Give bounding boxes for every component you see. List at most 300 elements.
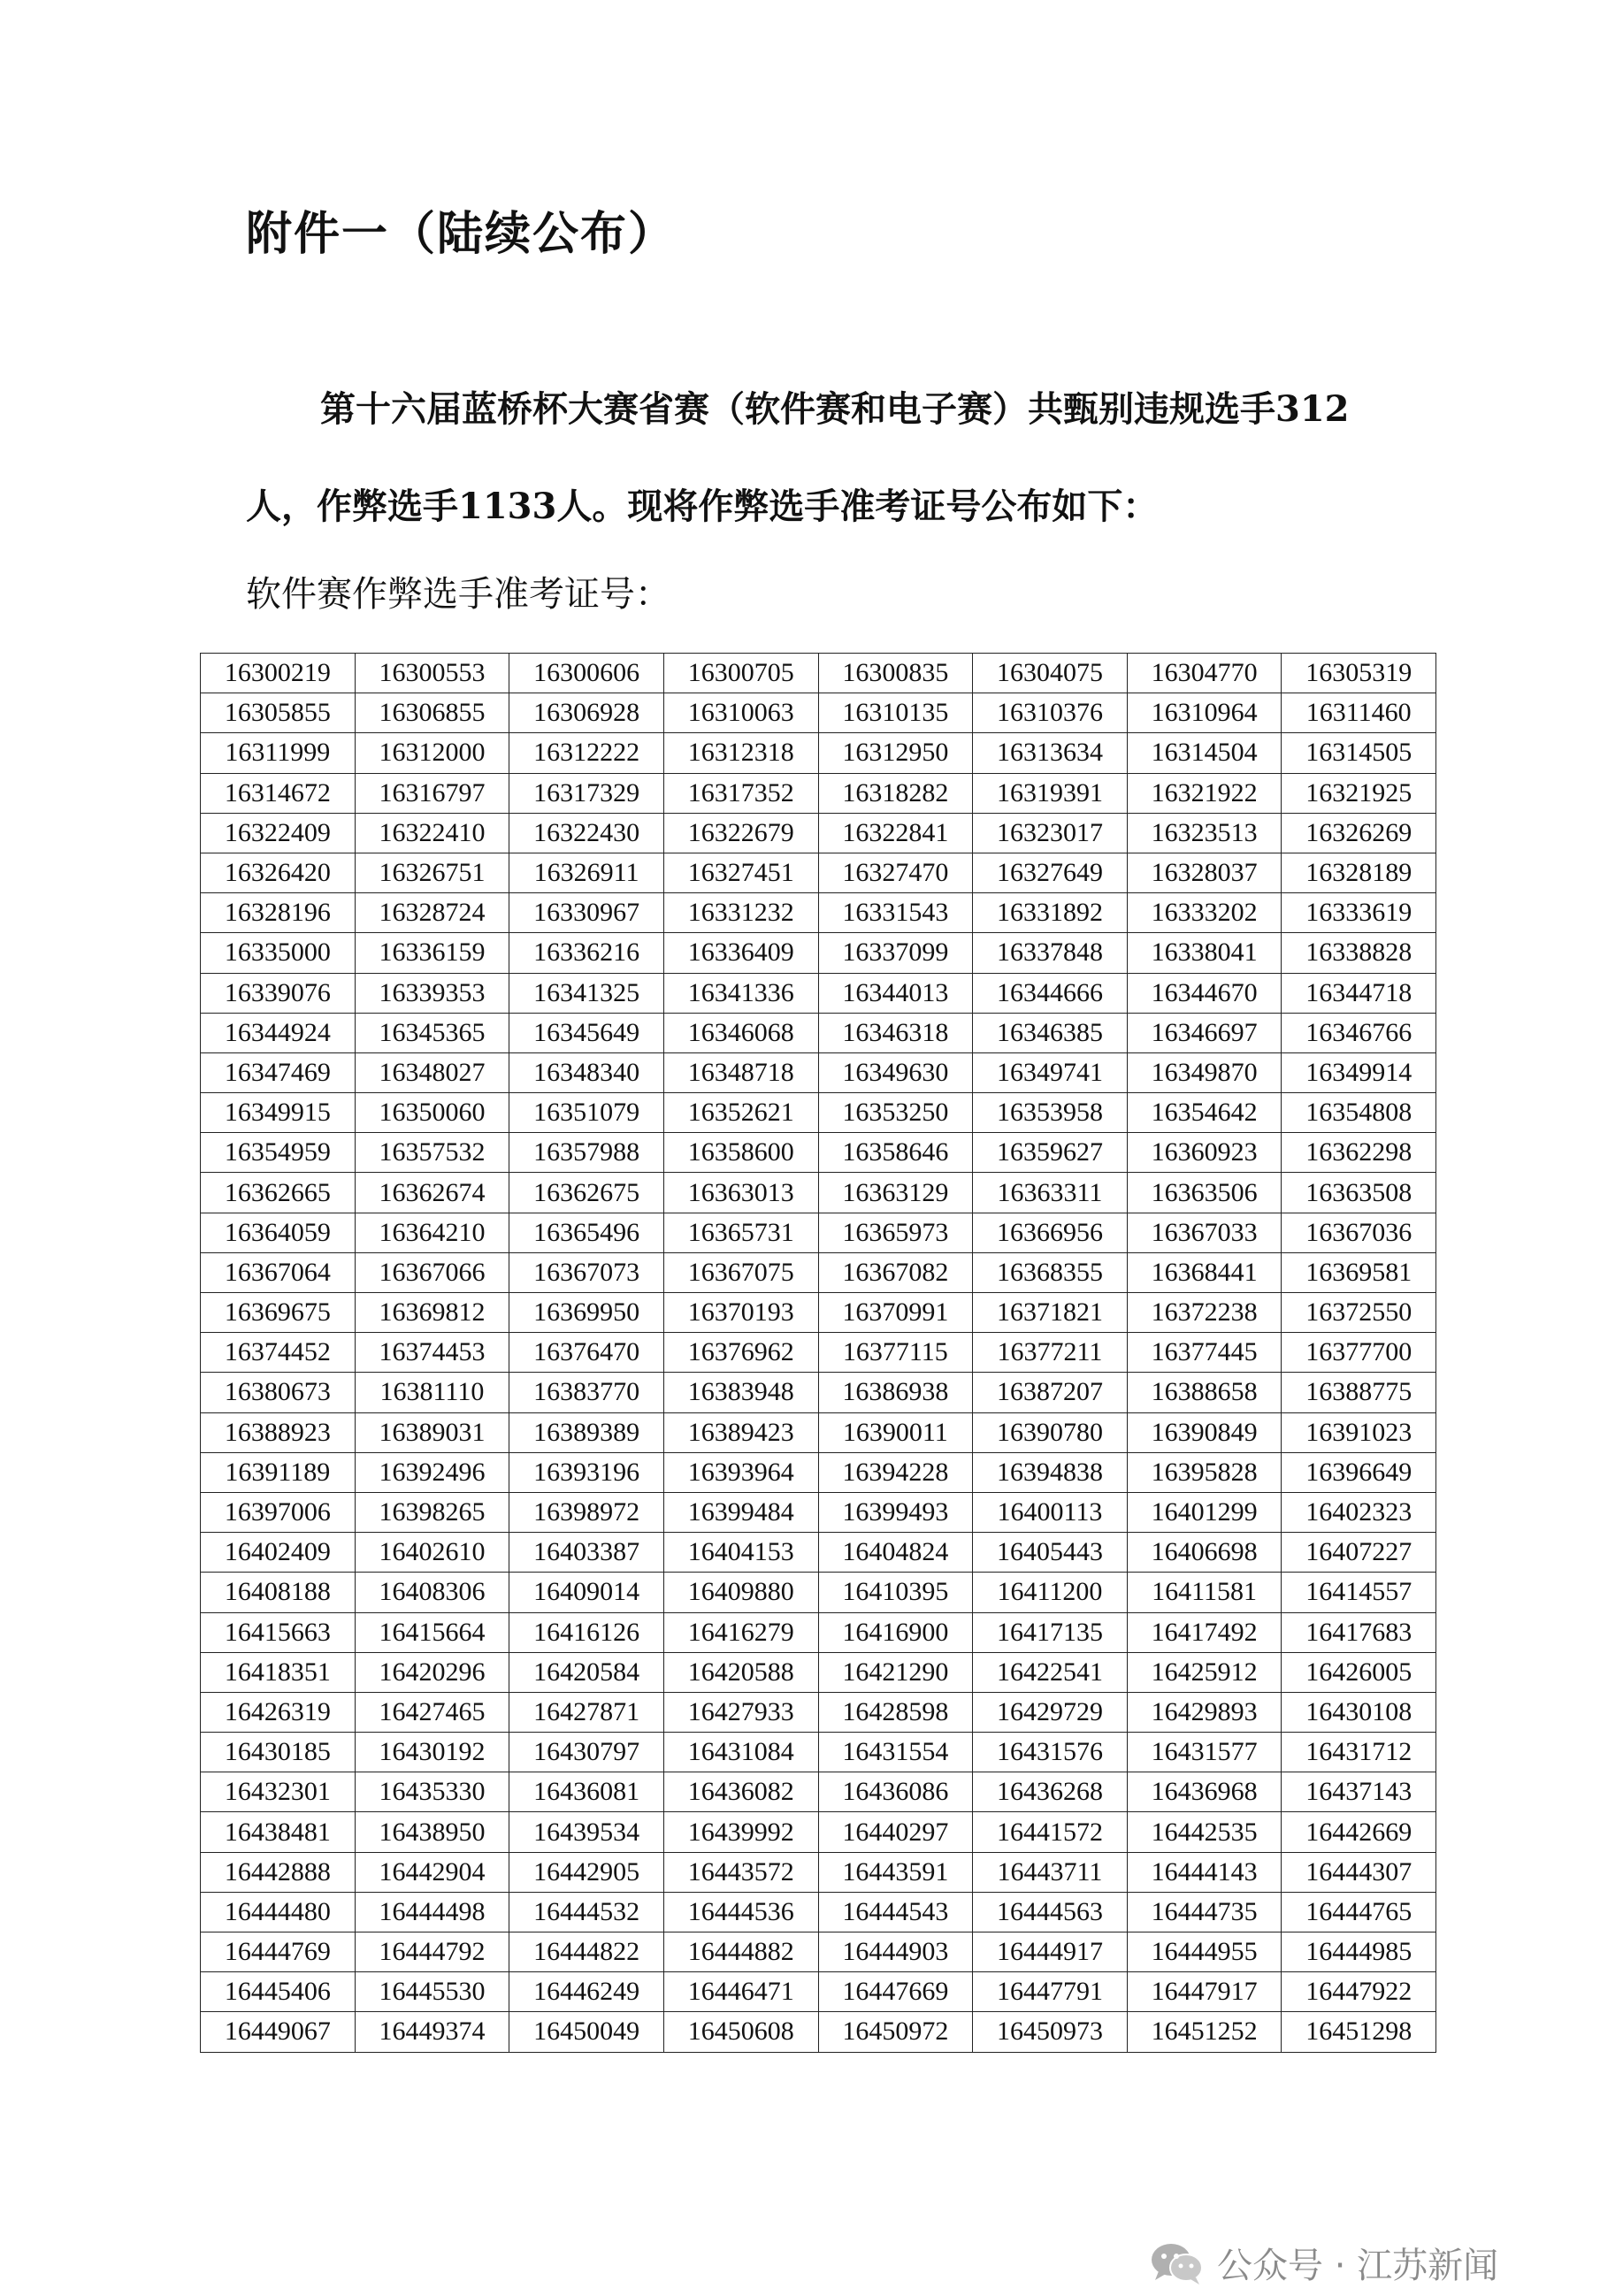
- table-cell: 16411581: [1127, 1573, 1282, 1612]
- table-cell: 16369581: [1282, 1252, 1436, 1292]
- table-cell: 16306928: [509, 693, 664, 733]
- table-cell: 16444480: [201, 1892, 356, 1932]
- table-cell: 16346318: [818, 1013, 973, 1052]
- table-cell: 16390849: [1127, 1412, 1282, 1452]
- table-cell: 16349915: [201, 1093, 356, 1133]
- table-cell: 16442669: [1282, 1812, 1436, 1852]
- table-cell: 16304075: [973, 654, 1128, 693]
- table-cell: 16305855: [201, 693, 356, 733]
- intro-paragraph: 第十六届蓝桥杯大赛省赛（软件赛和电子赛）共甄别违规选手312人，作弊选手1133人。现将作弊选手准考证号公布如下：: [246, 388, 1350, 527]
- table-cell: 16357532: [355, 1133, 509, 1173]
- table-cell: 16369812: [355, 1293, 509, 1333]
- table-cell: 16326911: [509, 853, 664, 892]
- table-cell: 16328037: [1127, 853, 1282, 892]
- table-row: [201, 1652, 1436, 1692]
- table-cell: 16417135: [973, 1612, 1128, 1652]
- table-cell: 16425912: [1127, 1652, 1282, 1692]
- table-row: [201, 693, 1436, 733]
- table-cell: 16443711: [973, 1852, 1128, 1892]
- table-cell: 16371821: [973, 1293, 1128, 1333]
- table-cell: 16336409: [663, 933, 818, 973]
- table-cell: 16407227: [1282, 1533, 1436, 1573]
- table-cell: 16304770: [1127, 654, 1282, 693]
- table-cell: 16416126: [509, 1612, 664, 1652]
- table-cell: 16431577: [1127, 1733, 1282, 1772]
- table-cell: 16404824: [818, 1533, 973, 1573]
- table-cell: 16431712: [1282, 1733, 1436, 1772]
- table-cell: 16300553: [355, 654, 509, 693]
- table-cell: 16363506: [1127, 1173, 1282, 1213]
- table-cell: 16394838: [973, 1452, 1128, 1492]
- table-cell: 16402323: [1282, 1492, 1436, 1532]
- table-row: [201, 1733, 1436, 1772]
- table-cell: 16408188: [201, 1573, 356, 1612]
- table-cell: 16444903: [818, 1932, 973, 1972]
- table-cell: 16388775: [1282, 1373, 1436, 1412]
- table-cell: 16422541: [973, 1652, 1128, 1692]
- table-cell: 16365496: [509, 1213, 664, 1252]
- table-cell: 16349630: [818, 1052, 973, 1092]
- table-cell: 16313634: [973, 733, 1128, 773]
- table-cell: 16354959: [201, 1133, 356, 1173]
- table-cell: 16436082: [663, 1772, 818, 1812]
- table-cell: 16323513: [1127, 813, 1282, 853]
- table-cell: 16354642: [1127, 1093, 1282, 1133]
- table-cell: 16341336: [663, 973, 818, 1013]
- table-cell: 16345649: [509, 1013, 664, 1052]
- table-cell: 16349914: [1282, 1052, 1436, 1092]
- table-cell: 16328724: [355, 893, 509, 933]
- table-cell: 16346385: [973, 1013, 1128, 1052]
- table-cell: 16405443: [973, 1533, 1128, 1573]
- table-cell: 16322410: [355, 813, 509, 853]
- table-row: [201, 1293, 1436, 1333]
- table-cell: 16368441: [1127, 1252, 1282, 1292]
- table-cell: 16305319: [1282, 654, 1436, 693]
- table-cell: 16322430: [509, 813, 664, 853]
- watermark-text: 公众号 · 江苏新闻: [1217, 2246, 1499, 2286]
- table-row: [201, 1852, 1436, 1892]
- table-cell: 16446471: [663, 1972, 818, 2012]
- table-cell: 16374452: [201, 1333, 356, 1373]
- table-cell: 16444769: [201, 1932, 356, 1972]
- table-cell: 16392496: [355, 1452, 509, 1492]
- table-cell: 16344666: [973, 973, 1128, 1013]
- table-cell: 16444498: [355, 1892, 509, 1932]
- table-cell: 16317352: [663, 773, 818, 813]
- table-cell: 16331232: [663, 893, 818, 933]
- table-cell: 16330967: [509, 893, 664, 933]
- table-cell: 16390780: [973, 1412, 1128, 1452]
- table-cell: 16444143: [1127, 1852, 1282, 1892]
- table-row: [201, 1412, 1436, 1452]
- table-cell: 16341325: [509, 973, 664, 1013]
- table-cell: 16327451: [663, 853, 818, 892]
- table-row: [201, 893, 1436, 933]
- table-cell: 16389031: [355, 1412, 509, 1452]
- table-cell: 16427871: [509, 1692, 664, 1732]
- table-cell: 16322679: [663, 813, 818, 853]
- table-cell: 16420588: [663, 1652, 818, 1692]
- table-cell: 16366956: [973, 1213, 1128, 1252]
- table-cell: 16447791: [973, 1972, 1128, 2012]
- table-cell: 16358600: [663, 1133, 818, 1173]
- table-cell: 16370991: [818, 1293, 973, 1333]
- table-cell: 16353958: [973, 1093, 1128, 1133]
- table-cell: 16429729: [973, 1692, 1128, 1732]
- table-cell: 16349741: [973, 1052, 1128, 1092]
- table-cell: 16349870: [1127, 1052, 1282, 1092]
- table-cell: 16348027: [355, 1052, 509, 1092]
- table-cell: 16450049: [509, 2012, 664, 2052]
- table-cell: 16328196: [201, 893, 356, 933]
- table-cell: 16420296: [355, 1652, 509, 1692]
- table-row: [201, 1812, 1436, 1852]
- table-row: [201, 1492, 1436, 1532]
- table-cell: 16417683: [1282, 1612, 1436, 1652]
- table-cell: 16363129: [818, 1173, 973, 1213]
- table-cell: 16326269: [1282, 813, 1436, 853]
- table-cell: 16367036: [1282, 1213, 1436, 1252]
- table-cell: 16338041: [1127, 933, 1282, 973]
- table-cell: 16367064: [201, 1252, 356, 1292]
- table-cell: 16357988: [509, 1133, 664, 1173]
- table-cell: 16409880: [663, 1573, 818, 1612]
- table-cell: 16318282: [818, 773, 973, 813]
- table-cell: 16377211: [973, 1333, 1128, 1373]
- table-cell: 16446249: [509, 1972, 664, 2012]
- table-cell: 16442535: [1127, 1812, 1282, 1852]
- table-cell: 16403387: [509, 1533, 664, 1573]
- table-row: [201, 1013, 1436, 1052]
- table-row: [201, 1133, 1436, 1173]
- table-row: [201, 1213, 1436, 1252]
- table-row: [201, 813, 1436, 853]
- table-row: [201, 1173, 1436, 1213]
- table-cell: 16389423: [663, 1412, 818, 1452]
- table-cell: 16344670: [1127, 973, 1282, 1013]
- table-cell: 16326420: [201, 853, 356, 892]
- table-cell: 16400113: [973, 1492, 1128, 1532]
- table-row: [201, 1612, 1436, 1652]
- table-cell: 16408306: [355, 1573, 509, 1612]
- table-cell: 16388658: [1127, 1373, 1282, 1412]
- table-cell: 16300606: [509, 654, 664, 693]
- table-cell: 16451298: [1282, 2012, 1436, 2052]
- table-cell: 16404153: [663, 1533, 818, 1573]
- table-cell: 16442905: [509, 1852, 664, 1892]
- table-cell: 16436081: [509, 1772, 664, 1812]
- exam-id-table: [200, 653, 1436, 2053]
- table-cell: 16331543: [818, 893, 973, 933]
- table-cell: 16381110: [355, 1373, 509, 1412]
- table-row: [201, 1932, 1436, 1972]
- table-row: [201, 1972, 1436, 2012]
- table-cell: 16438950: [355, 1812, 509, 1852]
- table-cell: 16391023: [1282, 1412, 1436, 1452]
- table-cell: 16367073: [509, 1252, 664, 1292]
- section-subheading: 软件赛作弊选手准考证号：: [246, 574, 670, 615]
- table-cell: 16323017: [973, 813, 1128, 853]
- table-cell: 16445530: [355, 1972, 509, 2012]
- table-row: [201, 1772, 1436, 1812]
- table-cell: 16430797: [509, 1733, 664, 1772]
- exam-id-table-body: [201, 654, 1436, 2053]
- table-cell: 16398265: [355, 1492, 509, 1532]
- table-cell: 16337848: [973, 933, 1128, 973]
- table-cell: 16387207: [973, 1373, 1128, 1412]
- table-cell: 16393964: [663, 1452, 818, 1492]
- page-title: 附件一（陆续公布）: [246, 208, 677, 261]
- table-cell: 16322841: [818, 813, 973, 853]
- table-cell: 16436268: [973, 1772, 1128, 1812]
- table-cell: 16353250: [818, 1093, 973, 1133]
- table-cell: 16426319: [201, 1692, 356, 1732]
- table-row: [201, 654, 1436, 693]
- table-cell: 16367082: [818, 1252, 973, 1292]
- table-cell: 16321922: [1127, 773, 1282, 813]
- table-cell: 16447669: [818, 1972, 973, 2012]
- table-cell: 16439534: [509, 1812, 664, 1852]
- table-cell: 16362665: [201, 1173, 356, 1213]
- table-cell: 16435330: [355, 1772, 509, 1812]
- table-row: [201, 1692, 1436, 1732]
- table-row: [201, 1892, 1436, 1932]
- table-cell: 16415663: [201, 1612, 356, 1652]
- table-cell: 16362675: [509, 1173, 664, 1213]
- table-cell: 16335000: [201, 933, 356, 973]
- table-cell: 16447917: [1127, 1972, 1282, 2012]
- table-row: [201, 1533, 1436, 1573]
- table-row: [201, 1573, 1436, 1612]
- table-cell: 16363508: [1282, 1173, 1436, 1213]
- table-cell: 16358646: [818, 1133, 973, 1173]
- table-cell: 16367066: [355, 1252, 509, 1292]
- table-cell: 16326751: [355, 853, 509, 892]
- table-cell: 16444917: [973, 1932, 1128, 1972]
- table-cell: 16444822: [509, 1932, 664, 1972]
- table-cell: 16314505: [1282, 733, 1436, 773]
- table-cell: 16386938: [818, 1373, 973, 1412]
- table-row: [201, 853, 1436, 892]
- table-cell: 16374453: [355, 1333, 509, 1373]
- table-cell: 16398972: [509, 1492, 664, 1532]
- table-cell: 16444563: [973, 1892, 1128, 1932]
- table-cell: 16444882: [663, 1932, 818, 1972]
- table-cell: 16369675: [201, 1293, 356, 1333]
- table-cell: 16441572: [973, 1812, 1128, 1852]
- table-cell: 16396649: [1282, 1452, 1436, 1492]
- table-cell: 16311999: [201, 733, 356, 773]
- table-cell: 16367075: [663, 1252, 818, 1292]
- table-cell: 16369950: [509, 1293, 664, 1333]
- table-cell: 16367033: [1127, 1213, 1282, 1252]
- table-cell: 16447922: [1282, 1972, 1436, 2012]
- table-cell: 16372550: [1282, 1293, 1436, 1333]
- table-cell: 16449374: [355, 2012, 509, 2052]
- table-cell: 16414557: [1282, 1573, 1436, 1612]
- table-cell: 16430185: [201, 1733, 356, 1772]
- table-cell: 16444735: [1127, 1892, 1282, 1932]
- table-row: [201, 1452, 1436, 1492]
- table-cell: 16442888: [201, 1852, 356, 1892]
- table-cell: 16444985: [1282, 1932, 1436, 1972]
- table-cell: 16312318: [663, 733, 818, 773]
- table-cell: 16376470: [509, 1333, 664, 1373]
- table-row: [201, 1373, 1436, 1412]
- table-cell: 16442904: [355, 1852, 509, 1892]
- table-cell: 16328189: [1282, 853, 1436, 892]
- table-cell: 16402610: [355, 1533, 509, 1573]
- table-cell: 16310964: [1127, 693, 1282, 733]
- table-cell: 16351079: [509, 1093, 664, 1133]
- table-cell: 16331892: [973, 893, 1128, 933]
- table-cell: 16347469: [201, 1052, 356, 1092]
- table-row: [201, 1333, 1436, 1373]
- table-cell: 16314504: [1127, 733, 1282, 773]
- table-row: [201, 1052, 1436, 1092]
- table-cell: 16350060: [355, 1093, 509, 1133]
- table-cell: 16300219: [201, 654, 356, 693]
- table-cell: 16364059: [201, 1213, 356, 1252]
- table-row: [201, 2012, 1436, 2052]
- watermark: [1150, 2238, 1498, 2288]
- table-cell: 16401299: [1127, 1492, 1282, 1532]
- table-cell: 16333619: [1282, 893, 1436, 933]
- table-cell: 16372238: [1127, 1293, 1282, 1333]
- table-cell: 16410395: [818, 1573, 973, 1612]
- table-cell: 16339353: [355, 973, 509, 1013]
- table-cell: 16440297: [818, 1812, 973, 1852]
- table-cell: 16346766: [1282, 1013, 1436, 1052]
- table-cell: 16346697: [1127, 1013, 1282, 1052]
- table-cell: 16312000: [355, 733, 509, 773]
- table-cell: 16397006: [201, 1492, 356, 1532]
- table-cell: 16438481: [201, 1812, 356, 1852]
- table-cell: 16416900: [818, 1612, 973, 1652]
- table-cell: 16444955: [1127, 1932, 1282, 1972]
- table-cell: 16377445: [1127, 1333, 1282, 1373]
- table-cell: 16365731: [663, 1213, 818, 1252]
- table-cell: 16436968: [1127, 1772, 1282, 1812]
- table-cell: 16450608: [663, 2012, 818, 2052]
- table-cell: 16333202: [1127, 893, 1282, 933]
- table-cell: 16418351: [201, 1652, 356, 1692]
- table-cell: 16362674: [355, 1173, 509, 1213]
- table-cell: 16352621: [663, 1093, 818, 1133]
- table-cell: 16327470: [818, 853, 973, 892]
- table-cell: 16430192: [355, 1733, 509, 1772]
- table-cell: 16415664: [355, 1612, 509, 1652]
- table-cell: 16427933: [663, 1692, 818, 1732]
- table-cell: 16314672: [201, 773, 356, 813]
- table-cell: 16348340: [509, 1052, 664, 1092]
- table-cell: 16443572: [663, 1852, 818, 1892]
- table-cell: 16380673: [201, 1373, 356, 1412]
- table-cell: 16394228: [818, 1452, 973, 1492]
- table-cell: 16376962: [663, 1333, 818, 1373]
- table-cell: 16450972: [818, 2012, 973, 2052]
- table-cell: 16428598: [818, 1692, 973, 1732]
- table-cell: 16346068: [663, 1013, 818, 1052]
- table-cell: 16444765: [1282, 1892, 1436, 1932]
- table-cell: 16300705: [663, 654, 818, 693]
- table-cell: 16360923: [1127, 1133, 1282, 1173]
- table-cell: 16344013: [818, 973, 973, 1013]
- table-row: [201, 1093, 1436, 1133]
- table-cell: 16426005: [1282, 1652, 1436, 1692]
- table-cell: 16421290: [818, 1652, 973, 1692]
- table-cell: 16359627: [973, 1133, 1128, 1173]
- table-cell: 16363311: [973, 1173, 1128, 1213]
- table-cell: 16344718: [1282, 973, 1436, 1013]
- table-cell: 16312222: [509, 733, 664, 773]
- table-cell: 16432301: [201, 1772, 356, 1812]
- table-cell: 16370193: [663, 1293, 818, 1333]
- table-cell: 16399484: [663, 1492, 818, 1532]
- table-cell: 16437143: [1282, 1772, 1436, 1812]
- table-cell: 16322409: [201, 813, 356, 853]
- table-cell: 16444543: [818, 1892, 973, 1932]
- table-row: [201, 1252, 1436, 1292]
- table-cell: 16389389: [509, 1412, 664, 1452]
- table-cell: 16444532: [509, 1892, 664, 1932]
- table-cell: 16395828: [1127, 1452, 1282, 1492]
- table-cell: 16429893: [1127, 1692, 1282, 1732]
- table-cell: 16427465: [355, 1692, 509, 1732]
- table-row: [201, 933, 1436, 973]
- table-cell: 16339076: [201, 973, 356, 1013]
- table-cell: 16310063: [663, 693, 818, 733]
- table-cell: 16336216: [509, 933, 664, 973]
- table-cell: 16390011: [818, 1412, 973, 1452]
- table-cell: 16436086: [818, 1772, 973, 1812]
- table-cell: 16416279: [663, 1612, 818, 1652]
- table-cell: 16391189: [201, 1452, 356, 1492]
- table-row: [201, 973, 1436, 1013]
- table-cell: 16300835: [818, 654, 973, 693]
- table-cell: 16449067: [201, 2012, 356, 2052]
- table-cell: 16338828: [1282, 933, 1436, 973]
- table-cell: 16337099: [818, 933, 973, 973]
- table-cell: 16310135: [818, 693, 973, 733]
- table-row: [201, 733, 1436, 773]
- table-cell: 16409014: [509, 1573, 664, 1612]
- table-cell: 16406698: [1127, 1533, 1282, 1573]
- table-row: [201, 773, 1436, 813]
- table-cell: 16345365: [355, 1013, 509, 1052]
- table-cell: 16321925: [1282, 773, 1436, 813]
- table-cell: 16354808: [1282, 1093, 1436, 1133]
- table-cell: 16430108: [1282, 1692, 1436, 1732]
- table-cell: 16306855: [355, 693, 509, 733]
- table-cell: 16439992: [663, 1812, 818, 1852]
- table-cell: 16344924: [201, 1013, 356, 1052]
- table-cell: 16443591: [818, 1852, 973, 1892]
- table-cell: 16336159: [355, 933, 509, 973]
- table-cell: 16310376: [973, 693, 1128, 733]
- table-cell: 16377700: [1282, 1333, 1436, 1373]
- table-cell: 16417492: [1127, 1612, 1282, 1652]
- table-cell: 16444307: [1282, 1852, 1436, 1892]
- table-cell: 16362298: [1282, 1133, 1436, 1173]
- table-cell: 16312950: [818, 733, 973, 773]
- table-cell: 16399493: [818, 1492, 973, 1532]
- table-cell: 16368355: [973, 1252, 1128, 1292]
- table-cell: 16377115: [818, 1333, 973, 1373]
- table-cell: 16450973: [973, 2012, 1128, 2052]
- wechat-icon: [1150, 2241, 1205, 2285]
